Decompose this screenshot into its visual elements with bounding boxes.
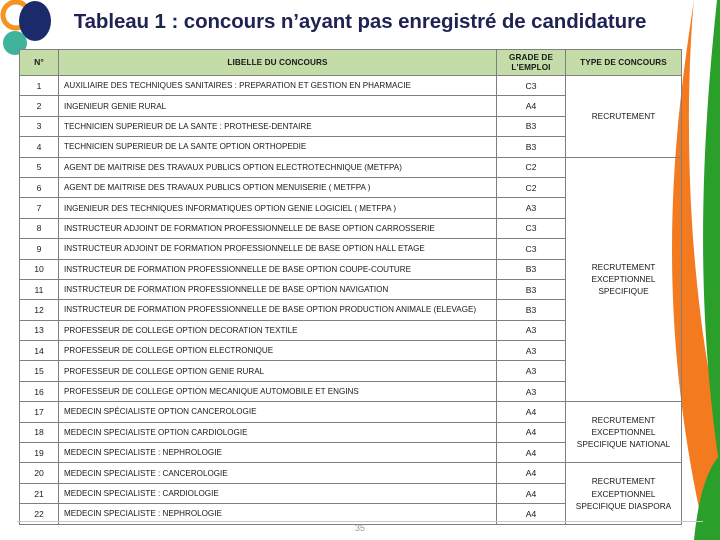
cell-libelle: PROFESSEUR DE COLLEGE OPTION DECORATION TEXTILE	[59, 320, 497, 340]
table-header-row	[20, 50, 682, 76]
cell-num: 13	[20, 320, 59, 340]
cell-num: 6	[20, 177, 59, 197]
cell-num: 8	[20, 218, 59, 238]
cell-libelle: INSTRUCTEUR DE FORMATION PROFESSIONNELLE DE BASE OPTION PRODUCTION ANIMALE (ELEVAGE)	[59, 300, 497, 320]
column-header-grade	[497, 50, 566, 76]
cell-grade: B3	[497, 116, 566, 136]
cell-type-concours: RECRUTEMENT EXCEPTIONNEL SPECIFIQUE DIASPORA	[566, 463, 682, 524]
cell-num: 3	[20, 116, 59, 136]
cell-libelle: MEDECIN SPECIALISTE : CARDIOLOGIE	[59, 483, 497, 503]
cell-libelle: INSTRUCTEUR DE FORMATION PROFESSIONNELLE DE BASE OPTION COUPE-COUTURE	[59, 259, 497, 279]
cell-num: 2	[20, 96, 59, 116]
cell-type-concours: RECRUTEMENT EXCEPTIONNEL SPECIFIQUE	[566, 157, 682, 402]
table-row	[20, 402, 682, 422]
cell-libelle: INSTRUCTEUR DE FORMATION PROFESSIONNELLE DE BASE OPTION NAVIGATION	[59, 279, 497, 299]
column-header-num: N°	[20, 50, 59, 76]
cell-grade: C3	[497, 218, 566, 238]
cell-grade: A4	[497, 463, 566, 483]
cell-libelle: MEDECIN SPECIALISTE : NEPHROLOGIE	[59, 443, 497, 463]
cell-libelle: MEDECIN SPÉCIALISTE OPTION CANCEROLOGIE	[59, 402, 497, 422]
cell-libelle: TECHNICIEN SUPERIEUR DE LA SANTE OPTION ORTHOPEDIE	[59, 137, 497, 157]
cell-num: 17	[20, 402, 59, 422]
cell-libelle: MEDECIN SPECIALISTE : NEPHROLOGIE	[59, 504, 497, 524]
cell-num: 19	[20, 443, 59, 463]
cell-num: 16	[20, 381, 59, 401]
cell-grade: A3	[497, 320, 566, 340]
cell-libelle: INSTRUCTEUR ADJOINT DE FORMATION PROFESSIONNELLE DE BASE OPTION HALL ETAGE	[59, 239, 497, 259]
cell-num: 14	[20, 341, 59, 361]
cell-num: 15	[20, 361, 59, 381]
table-container	[19, 49, 681, 525]
cell-grade: A4	[497, 504, 566, 524]
cell-grade: B3	[497, 279, 566, 299]
page-title: Tableau 1 : concours n’ayant pas enregistré de candidature	[73, 10, 647, 33]
page-number: 35	[354, 523, 365, 533]
cell-num: 9	[20, 239, 59, 259]
cell-libelle: AGENT DE MAITRISE DES TRAVAUX PUBLICS OPTION MENUISERIE ( METFPA )	[59, 177, 497, 197]
cell-libelle: INGENIEUR DES TECHNIQUES INFORMATIQUES OPTION GENIE LOGICIEL ( METFPA )	[59, 198, 497, 218]
cell-num: 7	[20, 198, 59, 218]
cell-libelle: MEDECIN SPECIALISTE OPTION CARDIOLOGIE	[59, 422, 497, 442]
cell-num: 11	[20, 279, 59, 299]
cell-num: 21	[20, 483, 59, 503]
cell-grade: B3	[497, 259, 566, 279]
column-header-libelle: LIBELLE DU CONCOURS	[59, 50, 497, 76]
cell-type-concours: RECRUTEMENT EXCEPTIONNEL SPECIFIQUE NATIONAL	[566, 402, 682, 463]
cell-num: 10	[20, 259, 59, 279]
column-header-grade-line2: L'EMPLOI	[511, 62, 551, 72]
cell-num: 5	[20, 157, 59, 177]
cell-grade: A4	[497, 443, 566, 463]
cell-libelle: PROFESSEUR DE COLLEGE OPTION ELECTRONIQUE	[59, 341, 497, 361]
cell-libelle: INGENIEUR GENIE RURAL	[59, 96, 497, 116]
cell-num: 1	[20, 76, 59, 96]
cell-libelle: TECHNICIEN SUPERIEUR DE LA SANTE : PROTHESE-DENTAIRE	[59, 116, 497, 136]
cell-num: 18	[20, 422, 59, 442]
cell-grade: C3	[497, 76, 566, 96]
cell-libelle: PROFESSEUR DE COLLEGE OPTION MECANIQUE AUTOMOBILE ET ENGINS	[59, 381, 497, 401]
cell-libelle: MEDECIN SPECIALISTE : CANCEROLOGIE	[59, 463, 497, 483]
cell-grade: A3	[497, 198, 566, 218]
cell-grade: A4	[497, 483, 566, 503]
table-row	[20, 463, 682, 483]
cell-grade: A4	[497, 96, 566, 116]
cell-libelle: AGENT DE MAITRISE DES TRAVAUX PUBLICS OPTION ELECTROTECHNIQUE (METFPA)	[59, 157, 497, 177]
cell-libelle: AUXILIAIRE DES TECHNIQUES SANITAIRES : PREPARATION ET GESTION EN PHARMACIE	[59, 76, 497, 96]
cell-type-concours: RECRUTEMENT	[566, 76, 682, 158]
cell-libelle: PROFESSEUR DE COLLEGE OPTION GENIE RURAL	[59, 361, 497, 381]
cell-grade: A3	[497, 361, 566, 381]
orange-ring-icon	[3, 2, 29, 28]
table-row	[20, 157, 682, 177]
concours-table	[19, 49, 682, 525]
footer-divider	[17, 521, 703, 522]
cell-grade: A3	[497, 381, 566, 401]
cell-grade: A4	[497, 402, 566, 422]
column-header-grade-line1: GRADE DE	[508, 52, 554, 62]
cell-num: 22	[20, 504, 59, 524]
cell-grade: C2	[497, 157, 566, 177]
cell-grade: A4	[497, 422, 566, 442]
cell-grade: A3	[497, 341, 566, 361]
table-row	[20, 76, 682, 96]
cell-num: 4	[20, 137, 59, 157]
navy-ellipse-icon	[19, 1, 51, 41]
cell-num: 12	[20, 300, 59, 320]
cell-grade: C3	[497, 239, 566, 259]
cell-grade: B3	[497, 300, 566, 320]
cell-grade: C2	[497, 177, 566, 197]
table-body	[20, 76, 682, 525]
column-header-type: TYPE DE CONCOURS	[566, 50, 682, 76]
cell-num: 20	[20, 463, 59, 483]
cell-grade: B3	[497, 137, 566, 157]
cell-libelle: INSTRUCTEUR ADJOINT DE FORMATION PROFESSIONNELLE DE BASE OPTION CARROSSERIE	[59, 218, 497, 238]
